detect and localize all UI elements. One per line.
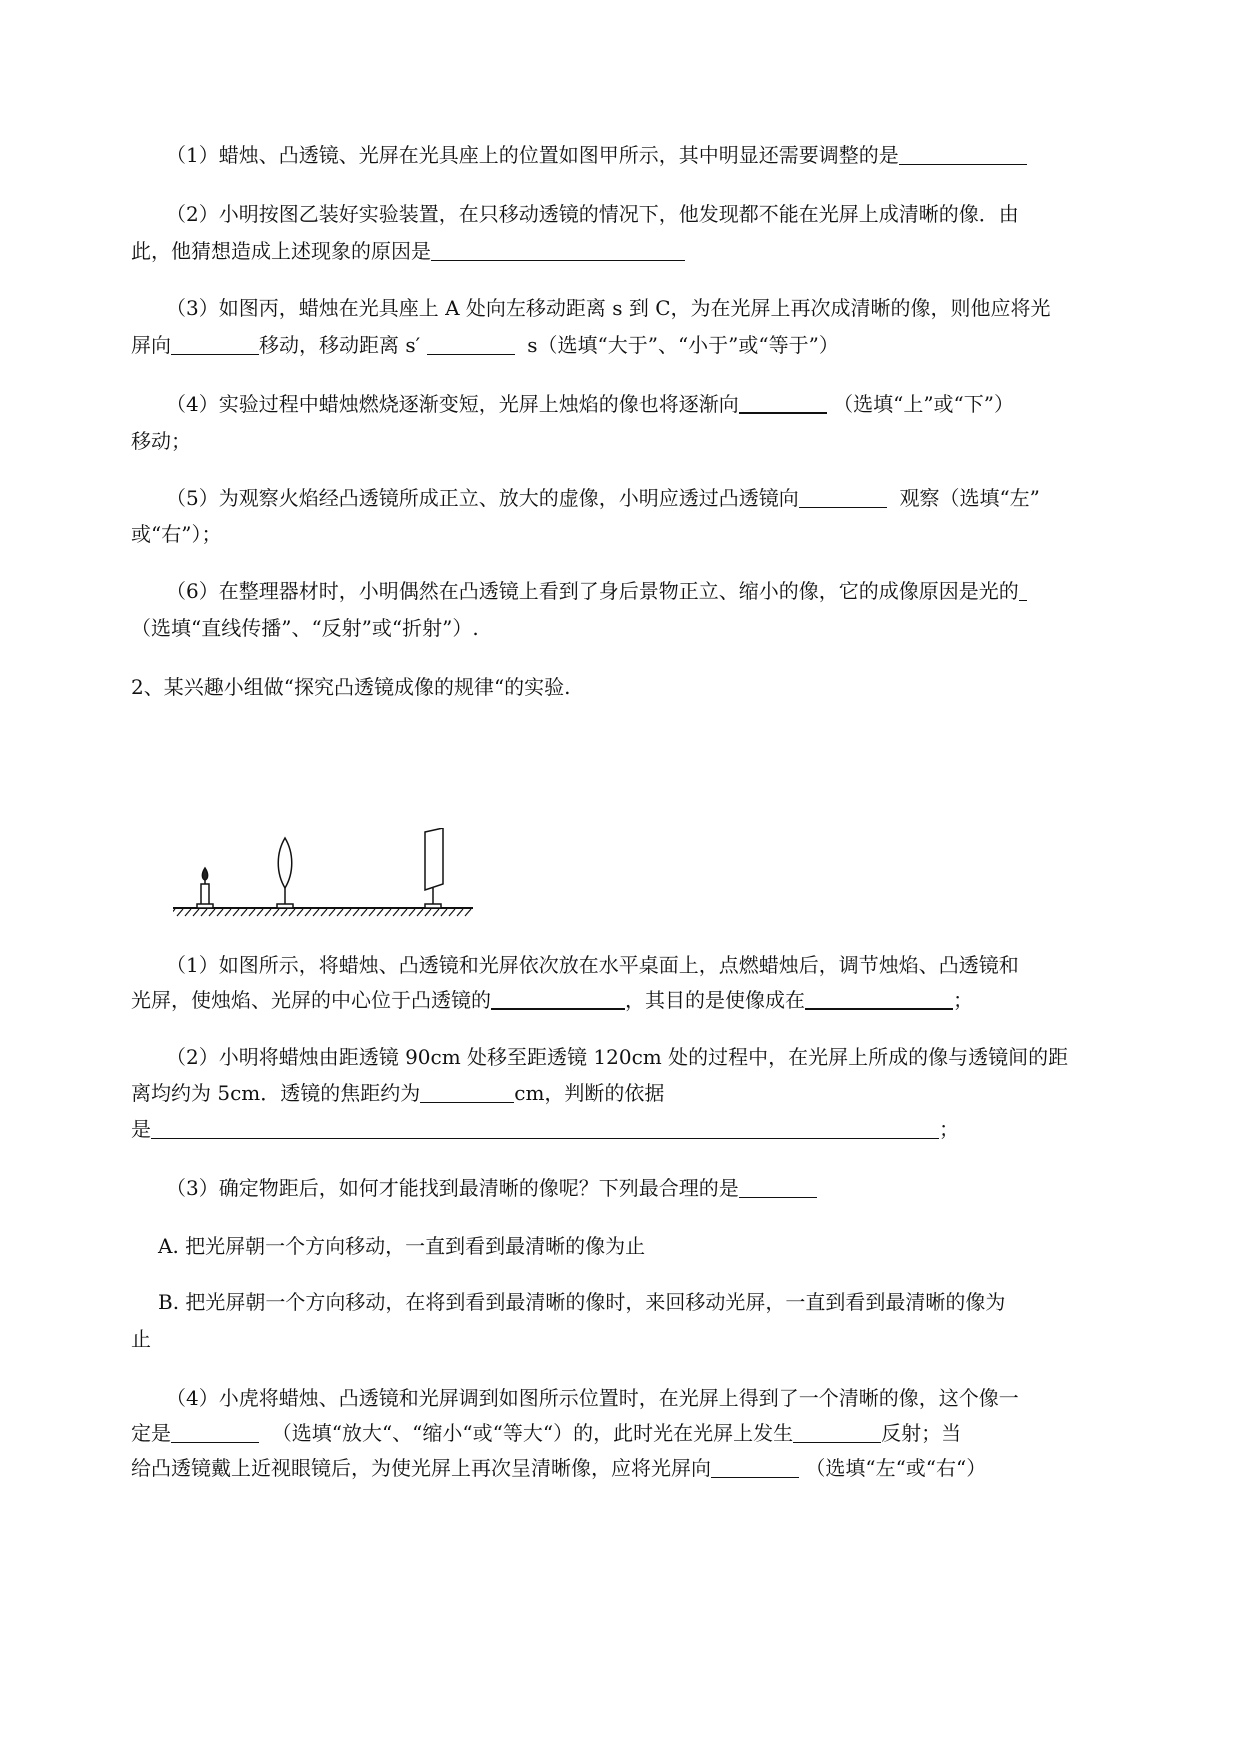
- bench-surface: [173, 908, 473, 916]
- answer-blank[interactable]: [431, 240, 685, 261]
- answer-blank[interactable]: [711, 1457, 799, 1478]
- q2-part4-text-c: 反射；当: [881, 1421, 962, 1445]
- q1-part5-text-b: 观察（选填“左”: [899, 486, 1040, 510]
- answer-blank[interactable]: [491, 988, 625, 1010]
- q2-part4-line1: （4）小虎将蜡烛、凸透镜和光屏调到如图所示位置时，在光屏上得到了一个清晰的像，这个像一: [166, 1386, 1019, 1410]
- answer-blank[interactable]: [171, 334, 259, 355]
- candle: [197, 868, 213, 908]
- q1-part3-text-b: 移动，移动距离 s′: [259, 333, 421, 357]
- q1-part2-text: 此，他猜想造成上述现象的原因是: [131, 239, 431, 263]
- q2-part4-text-d: 给凸透镜戴上近视眼镜后，为使光屏上再次呈清晰像，应将光屏向: [131, 1456, 711, 1480]
- q2-part4-line2: [131, 1421, 961, 1445]
- answer-blank[interactable]: [799, 487, 887, 508]
- q1-part2-line1: （2）小明按图乙装好实验装置，在只移动透镜的情况下，他发现都不能在光屏上成清晰的像．由: [166, 202, 1019, 226]
- q2-part1-text-c: ；: [953, 988, 973, 1012]
- q2-part4-text-e: （选填“左“或“右“）: [805, 1456, 987, 1480]
- q2-part2-line3: [131, 1117, 959, 1141]
- answer-blank[interactable]: [1019, 580, 1027, 601]
- answer-blank[interactable]: [739, 392, 827, 414]
- answer-blank[interactable]: [171, 1422, 259, 1443]
- q2-part2-text-b: cm，判断的依据: [514, 1081, 665, 1105]
- answer-blank[interactable]: [899, 144, 1027, 165]
- convex-lens: [277, 838, 293, 908]
- q2-part2-line2: [131, 1081, 664, 1105]
- answer-blank[interactable]: [805, 988, 953, 1010]
- q1-part2-line2: [131, 239, 685, 263]
- q1-part4-line2: 移动；: [131, 429, 191, 453]
- answer-blank[interactable]: [151, 1118, 939, 1139]
- answer-blank[interactable]: [420, 1082, 514, 1103]
- q1-part3-line1: （3）如图丙，蜡烛在光具座上 A 处向左移动距离 s 到 C，为在光屏上再次成清晰的像，则他应将光: [166, 296, 1051, 320]
- q2-part2-line1: （2）小明将蜡烛由距透镜 90cm 处移至距透镜 120cm 处的过程中，在光屏上所成的像与透镜间的距: [166, 1045, 1069, 1069]
- q1-part5-line1: [166, 486, 1040, 510]
- q1-part4-text-a: （4）实验过程中蜡烛燃烧逐渐变短，光屏上烛焰的像也将逐渐向: [166, 392, 739, 416]
- q1-part1-text: （1）蜡烛、凸透镜、光屏在光具座上的位置如图甲所示，其中明显还需要调整的是: [166, 143, 899, 167]
- q1-part6-line1: [166, 579, 1027, 603]
- q1-part4-text-b: （选填“上”或“下”）: [833, 392, 1014, 416]
- optical-bench-figure: [173, 828, 533, 920]
- q2-option-a[interactable]: A. 把光屏朝一个方向移动，一直到看到最清晰的像为止: [158, 1234, 646, 1258]
- light-screen: [425, 828, 443, 908]
- q1-part3-line2: [131, 333, 839, 357]
- q2-part3: [166, 1176, 817, 1200]
- answer-blank[interactable]: [739, 1177, 817, 1198]
- q2-option-b-line1[interactable]: B. 把光屏朝一个方向移动，在将到看到最清晰的像时，来回移动光屏，一直到看到最清晰的像为: [158, 1290, 1006, 1314]
- q1-part3-text-a: 屏向: [131, 333, 171, 357]
- q2-part3-text: （3）确定物距后，如何才能找到最清晰的像呢？下列最合理的是: [166, 1176, 739, 1200]
- q1-part5-line2: 或“右”）；: [131, 522, 222, 546]
- answer-blank[interactable]: [793, 1422, 881, 1443]
- q2-part4-text-a: 定是: [131, 1421, 171, 1445]
- q2-part2-text-a: 离均约为 5cm．透镜的焦距约为: [131, 1081, 421, 1105]
- q2-part1-line1: （1）如图所示，将蜡烛、凸透镜和光屏依次放在水平桌面上，点燃蜡烛后，调节烛焰、凸透镜和: [166, 953, 1019, 977]
- q1-part6-text: （6）在整理器材时，小明偶然在凸透镜上看到了身后景物正立、缩小的像，它的成像原因是光的: [166, 579, 1019, 603]
- q1-part3-text-c: s（选填“大于”、“小于”或“等于”）: [527, 333, 839, 357]
- q1-part6-line2: （选填“直线传播”、“反射”或“折射”）.: [131, 616, 479, 640]
- q2-part1-text-b: ，其目的是使像成在: [625, 988, 805, 1012]
- q2-part1-line2: [131, 988, 973, 1012]
- answer-blank[interactable]: [427, 334, 515, 355]
- q2-option-b-line2[interactable]: 止: [131, 1327, 151, 1351]
- q1-part4-line1: [166, 392, 1014, 416]
- q1-part1: [166, 143, 1027, 167]
- q2-part4-line3: [131, 1456, 986, 1480]
- q2-title: 2、某兴趣小组做“探究凸透镜成像的规律“的实验.: [131, 675, 571, 699]
- q2-part2-text-d: ；: [939, 1117, 959, 1141]
- q2-part2-text-c: 是: [131, 1117, 151, 1141]
- q1-part5-text-a: （5）为观察火焰经凸透镜所成正立、放大的虚像，小明应透过凸透镜向: [166, 486, 799, 510]
- q2-part4-text-b: （选填“放大“、“缩小“或“等大“）的，此时光在光屏上发生: [271, 1421, 794, 1445]
- q2-part1-text-a: 光屏，使烛焰、光屏的中心位于凸透镜的: [131, 988, 491, 1012]
